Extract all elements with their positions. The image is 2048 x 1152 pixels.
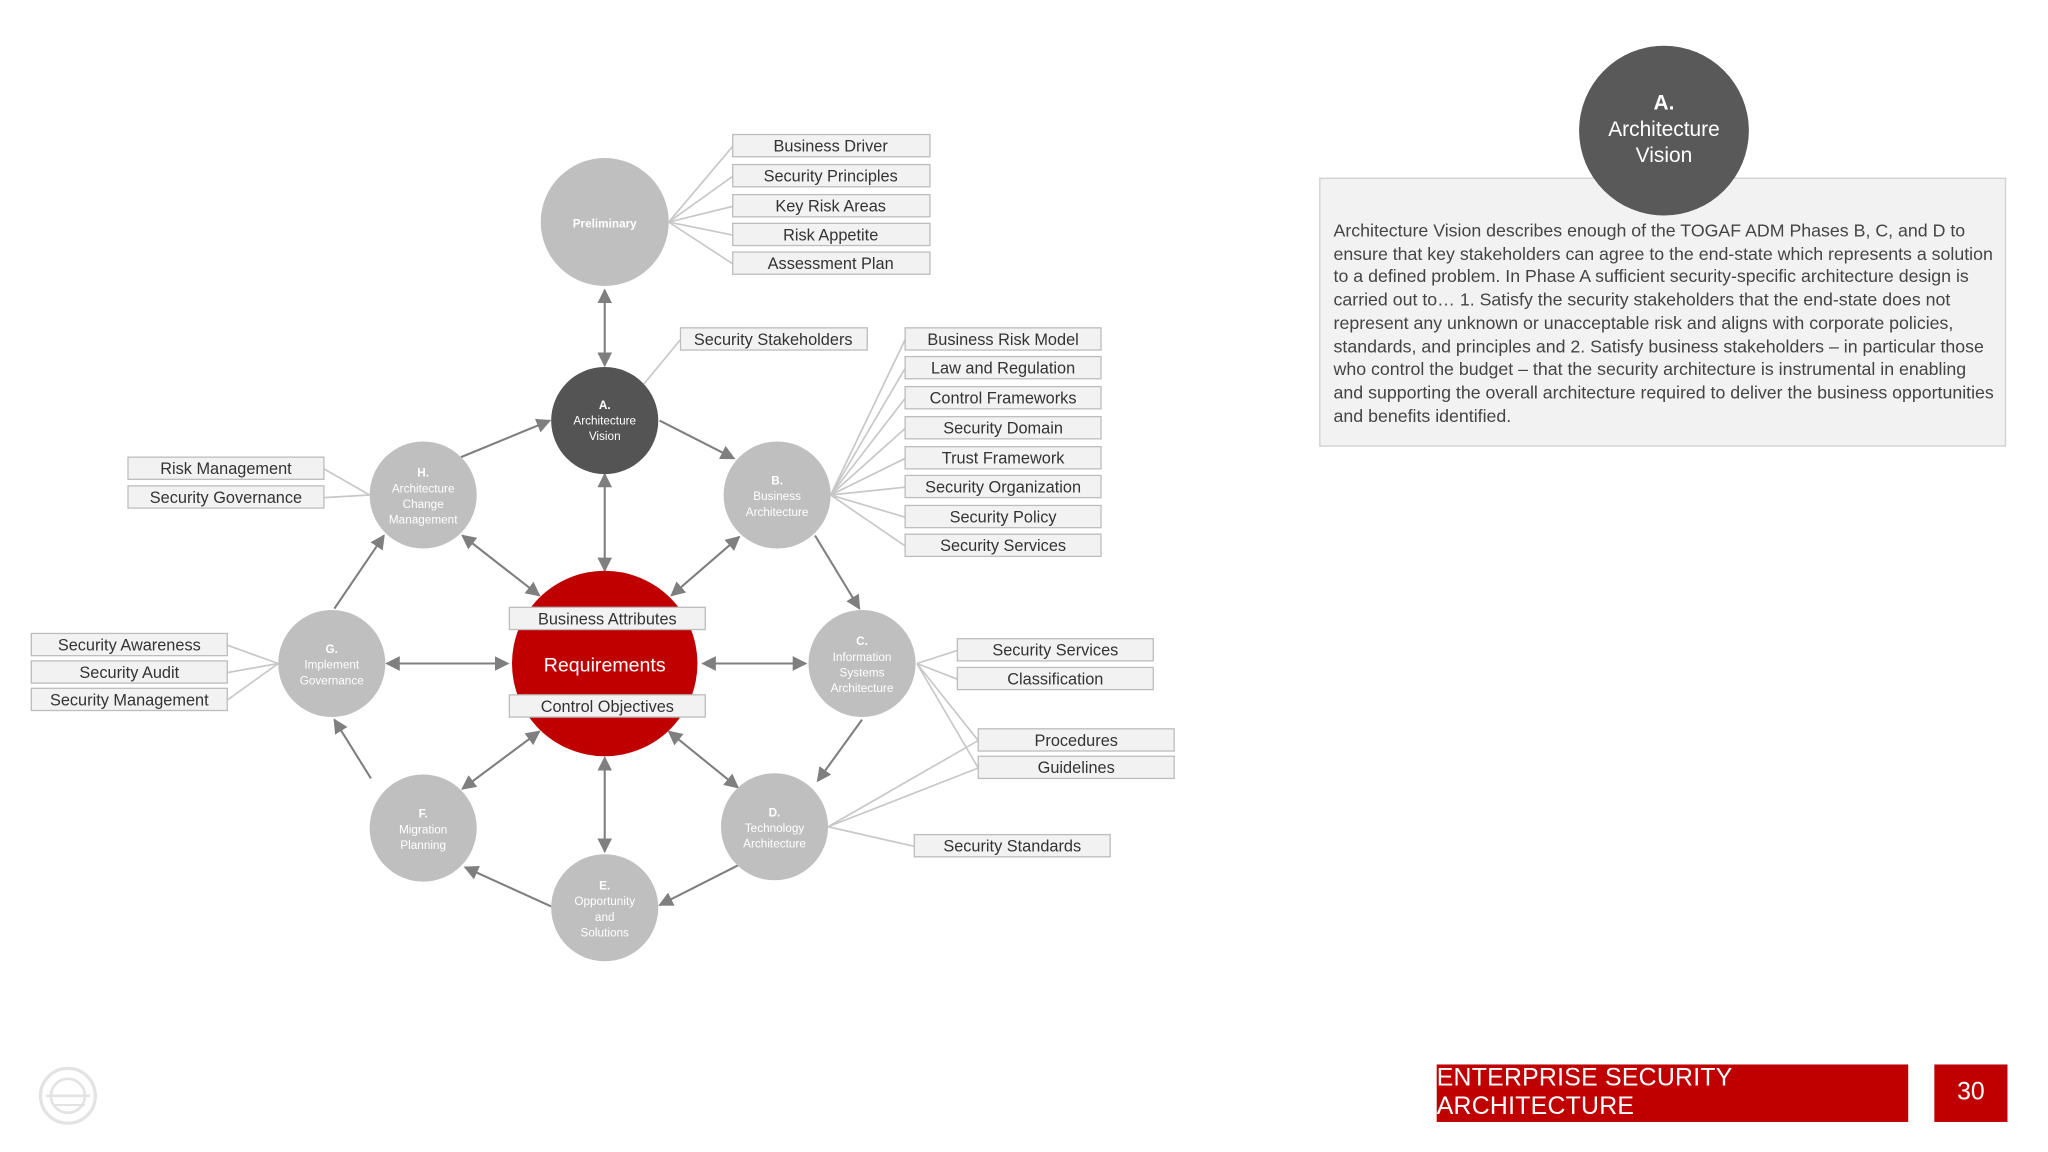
tags-h	[128, 457, 324, 508]
svg-text:Guidelines: Guidelines	[1037, 759, 1115, 778]
page-number: 30	[1934, 1064, 2007, 1121]
svg-text:F.: F.	[418, 807, 428, 821]
svg-text:Information: Information	[832, 650, 892, 664]
svg-text:B.: B.	[771, 474, 784, 488]
svg-text:Security Standards: Security Standards	[943, 837, 1082, 856]
svg-text:Risk Appetite: Risk Appetite	[783, 226, 879, 245]
svg-text:C.: C.	[856, 635, 868, 649]
node-b-business-architecture	[724, 441, 831, 548]
tags-c	[957, 639, 1153, 690]
svg-text:E.: E.	[599, 879, 611, 893]
svg-text:Architecture: Architecture	[830, 682, 894, 696]
svg-text:Business: Business	[753, 490, 801, 504]
svg-text:Business Attributes: Business Attributes	[537, 610, 677, 629]
svg-text:Technology: Technology	[744, 821, 805, 835]
svg-text:Architecture: Architecture	[743, 837, 806, 851]
svg-text:Security Domain: Security Domain	[943, 419, 1063, 438]
svg-text:Security Principles: Security Principles	[763, 167, 898, 186]
svg-text:Opportunity: Opportunity	[574, 895, 636, 909]
svg-text:Security Awareness: Security Awareness	[57, 636, 201, 655]
node-f-migration-planning	[370, 775, 477, 882]
svg-text:Assessment Plan: Assessment Plan	[767, 255, 894, 274]
detail-phase-letter: A.	[1653, 92, 1675, 115]
node-g-implement-governance	[278, 610, 385, 717]
svg-text:Migration: Migration	[399, 823, 448, 837]
svg-text:G.: G.	[325, 643, 338, 657]
svg-text:H.: H.	[417, 466, 430, 480]
node-preliminary	[541, 158, 669, 286]
svg-text:Vision: Vision	[588, 430, 621, 444]
tags-preliminary	[733, 135, 930, 275]
svg-text:Control Objectives: Control Objectives	[540, 697, 674, 716]
svg-text:D.: D.	[768, 806, 781, 820]
svg-text:A.: A.	[598, 398, 611, 412]
svg-text:Security Policy: Security Policy	[949, 508, 1057, 527]
svg-text:Architecture: Architecture	[573, 414, 637, 428]
svg-text:Security Services: Security Services	[992, 641, 1119, 660]
svg-text:Preliminary: Preliminary	[572, 217, 637, 231]
detail-description: Architecture Vision describes enough of the TOGAF ADM Phases B, C, and D to ensure that key stakeholders can agree to the end-state which represents a solution to a defined problem. In Phase A sufficient security-specific architecture design is carried out to… 1. Satisfy the security stakeholders that the end-state does not represent any unknown or unacceptable risk and aligns with corporate policies, standards, and principles and 2. Satisfy business stakeholders – in particular those who control the budget – that the security architecture is instrumental in enabling and supporting the overall architecture required to deliver the business opportunities and benefits identified.	[1333, 220, 1994, 426]
svg-text:Key Risk Areas: Key Risk Areas	[775, 197, 886, 216]
svg-text:Law and Regulation: Law and Regulation	[930, 359, 1076, 378]
footer-title: ENTERPRISE SECURITY ARCHITECTURE	[1437, 1064, 1909, 1121]
node-a-architecture-vision	[551, 367, 658, 474]
svg-text:Management: Management	[388, 513, 458, 527]
svg-text:Business Risk Model: Business Risk Model	[927, 330, 1079, 349]
svg-text:Security Audit: Security Audit	[79, 663, 180, 682]
svg-text:Risk Management: Risk Management	[160, 460, 292, 479]
tags-a	[680, 328, 867, 350]
svg-text:Architecture: Architecture	[391, 482, 455, 496]
svg-text:Systems: Systems	[839, 666, 885, 680]
tags-d	[914, 835, 1110, 857]
svg-text:Security Governance: Security Governance	[149, 488, 303, 507]
svg-text:Security Stakeholders: Security Stakeholders	[693, 330, 853, 349]
svg-text:Security Management: Security Management	[49, 691, 209, 710]
detail-phase-badge	[1579, 46, 1749, 216]
node-e-opportunity-and-solutions	[551, 854, 658, 961]
svg-text:and: and	[594, 910, 615, 924]
svg-text:Governance: Governance	[299, 674, 364, 688]
node-requirements	[512, 571, 697, 756]
svg-text:Control Frameworks: Control Frameworks	[929, 389, 1077, 408]
company-logo-icon	[38, 1066, 98, 1126]
tags-g	[31, 633, 227, 710]
tags-b	[905, 328, 1101, 557]
node-c-information-systems-architecture	[808, 610, 915, 717]
tags-cd-shared	[978, 729, 1174, 779]
svg-text:Security Services: Security Services	[940, 537, 1067, 556]
svg-text:Solutions: Solutions	[580, 926, 629, 940]
svg-text:Implement: Implement	[304, 658, 360, 672]
svg-text:Classification: Classification	[1007, 670, 1104, 689]
detail-phase-title-1: Architecture	[1608, 118, 1720, 142]
svg-text:Trust Framework: Trust Framework	[941, 449, 1065, 468]
svg-text:Change: Change	[402, 498, 444, 512]
node-d-technology-architecture	[721, 773, 828, 880]
svg-text:Architecture: Architecture	[745, 505, 809, 519]
detail-phase-title-2: Vision	[1635, 144, 1693, 168]
svg-text:Requirements: Requirements	[543, 654, 666, 677]
svg-text:Procedures: Procedures	[1034, 731, 1118, 750]
node-h-architecture-change-management	[370, 441, 477, 548]
svg-text:Security Organization: Security Organization	[925, 478, 1082, 497]
svg-text:Business Driver: Business Driver	[773, 137, 888, 156]
svg-text:Planning: Planning	[400, 838, 447, 852]
